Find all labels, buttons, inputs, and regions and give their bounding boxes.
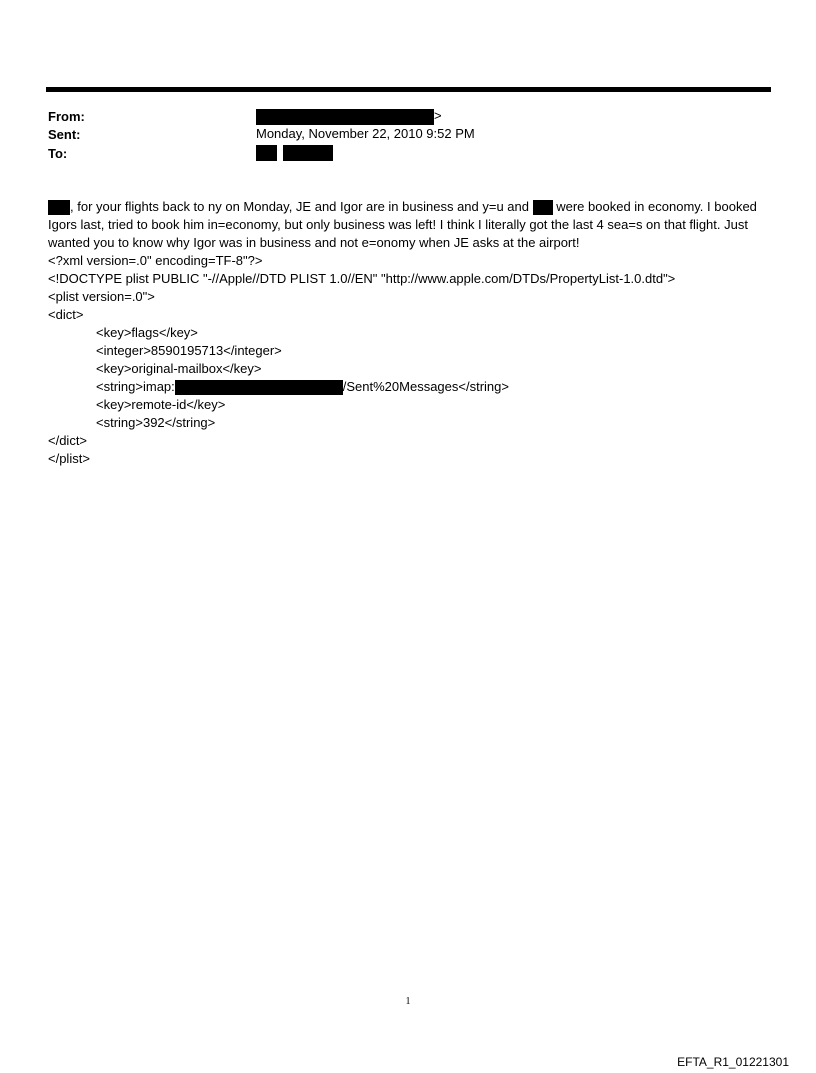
key-flags: <key>flags</key> bbox=[96, 325, 198, 340]
from-suffix: > bbox=[434, 108, 442, 123]
header-divider bbox=[46, 87, 771, 92]
message-paragraph bbox=[48, 198, 773, 252]
redaction-block bbox=[48, 200, 70, 215]
plist-close: </plist> bbox=[48, 451, 90, 466]
to-label: To: bbox=[48, 146, 68, 161]
integer-flags: <integer>8590195713</integer> bbox=[96, 343, 282, 358]
key-mailbox: <key>original-mailbox</key> bbox=[96, 361, 262, 376]
redaction-block bbox=[256, 109, 434, 125]
dict-open: <dict> bbox=[48, 307, 84, 322]
string-imap-prefix: <string>imap: bbox=[96, 379, 175, 394]
from-label: From: bbox=[48, 109, 85, 124]
string-remote: <string>392</string> bbox=[96, 415, 216, 430]
dict-close: </dict> bbox=[48, 433, 88, 448]
key-remote: <key>remote-id</key> bbox=[96, 397, 226, 412]
xml-declaration: <?xml version=.0" encoding=TF-8"?> bbox=[48, 253, 263, 268]
bates-number: EFTA_R1_01221301 bbox=[677, 1055, 789, 1069]
redaction-block bbox=[283, 145, 333, 161]
sent-value: Monday, November 22, 2010 9:52 PM bbox=[256, 126, 475, 141]
to-value bbox=[256, 144, 333, 161]
string-imap bbox=[96, 378, 509, 396]
from-value bbox=[256, 108, 442, 125]
message-text-part1: , for your flights back to ny on Monday, JE and Igor are in business and y=u and bbox=[70, 199, 533, 214]
doctype-line: <!DOCTYPE plist PUBLIC "-//Apple//DTD PLIST 1.0//EN" "http://www.apple.com/DTDs/PropertyList-1.0.dtd"> bbox=[48, 271, 676, 286]
sent-label: Sent: bbox=[48, 127, 81, 142]
page-number: 1 bbox=[405, 996, 411, 1007]
redaction-block bbox=[175, 380, 343, 395]
redaction-block bbox=[256, 145, 277, 161]
string-imap-suffix: /Sent%20Messages</string> bbox=[342, 379, 509, 394]
plist-open: <plist version=.0"> bbox=[48, 289, 155, 304]
redaction-block bbox=[533, 200, 553, 215]
message-text-part2: were booked in economy. I booked Igors last, tried to book him in=economy, but only business was left! I think I literally got the last 4 sea=s on that flight. Just wanted you to know why Igor was in business and not e=onomy when JE asks at the airport! bbox=[48, 199, 757, 250]
